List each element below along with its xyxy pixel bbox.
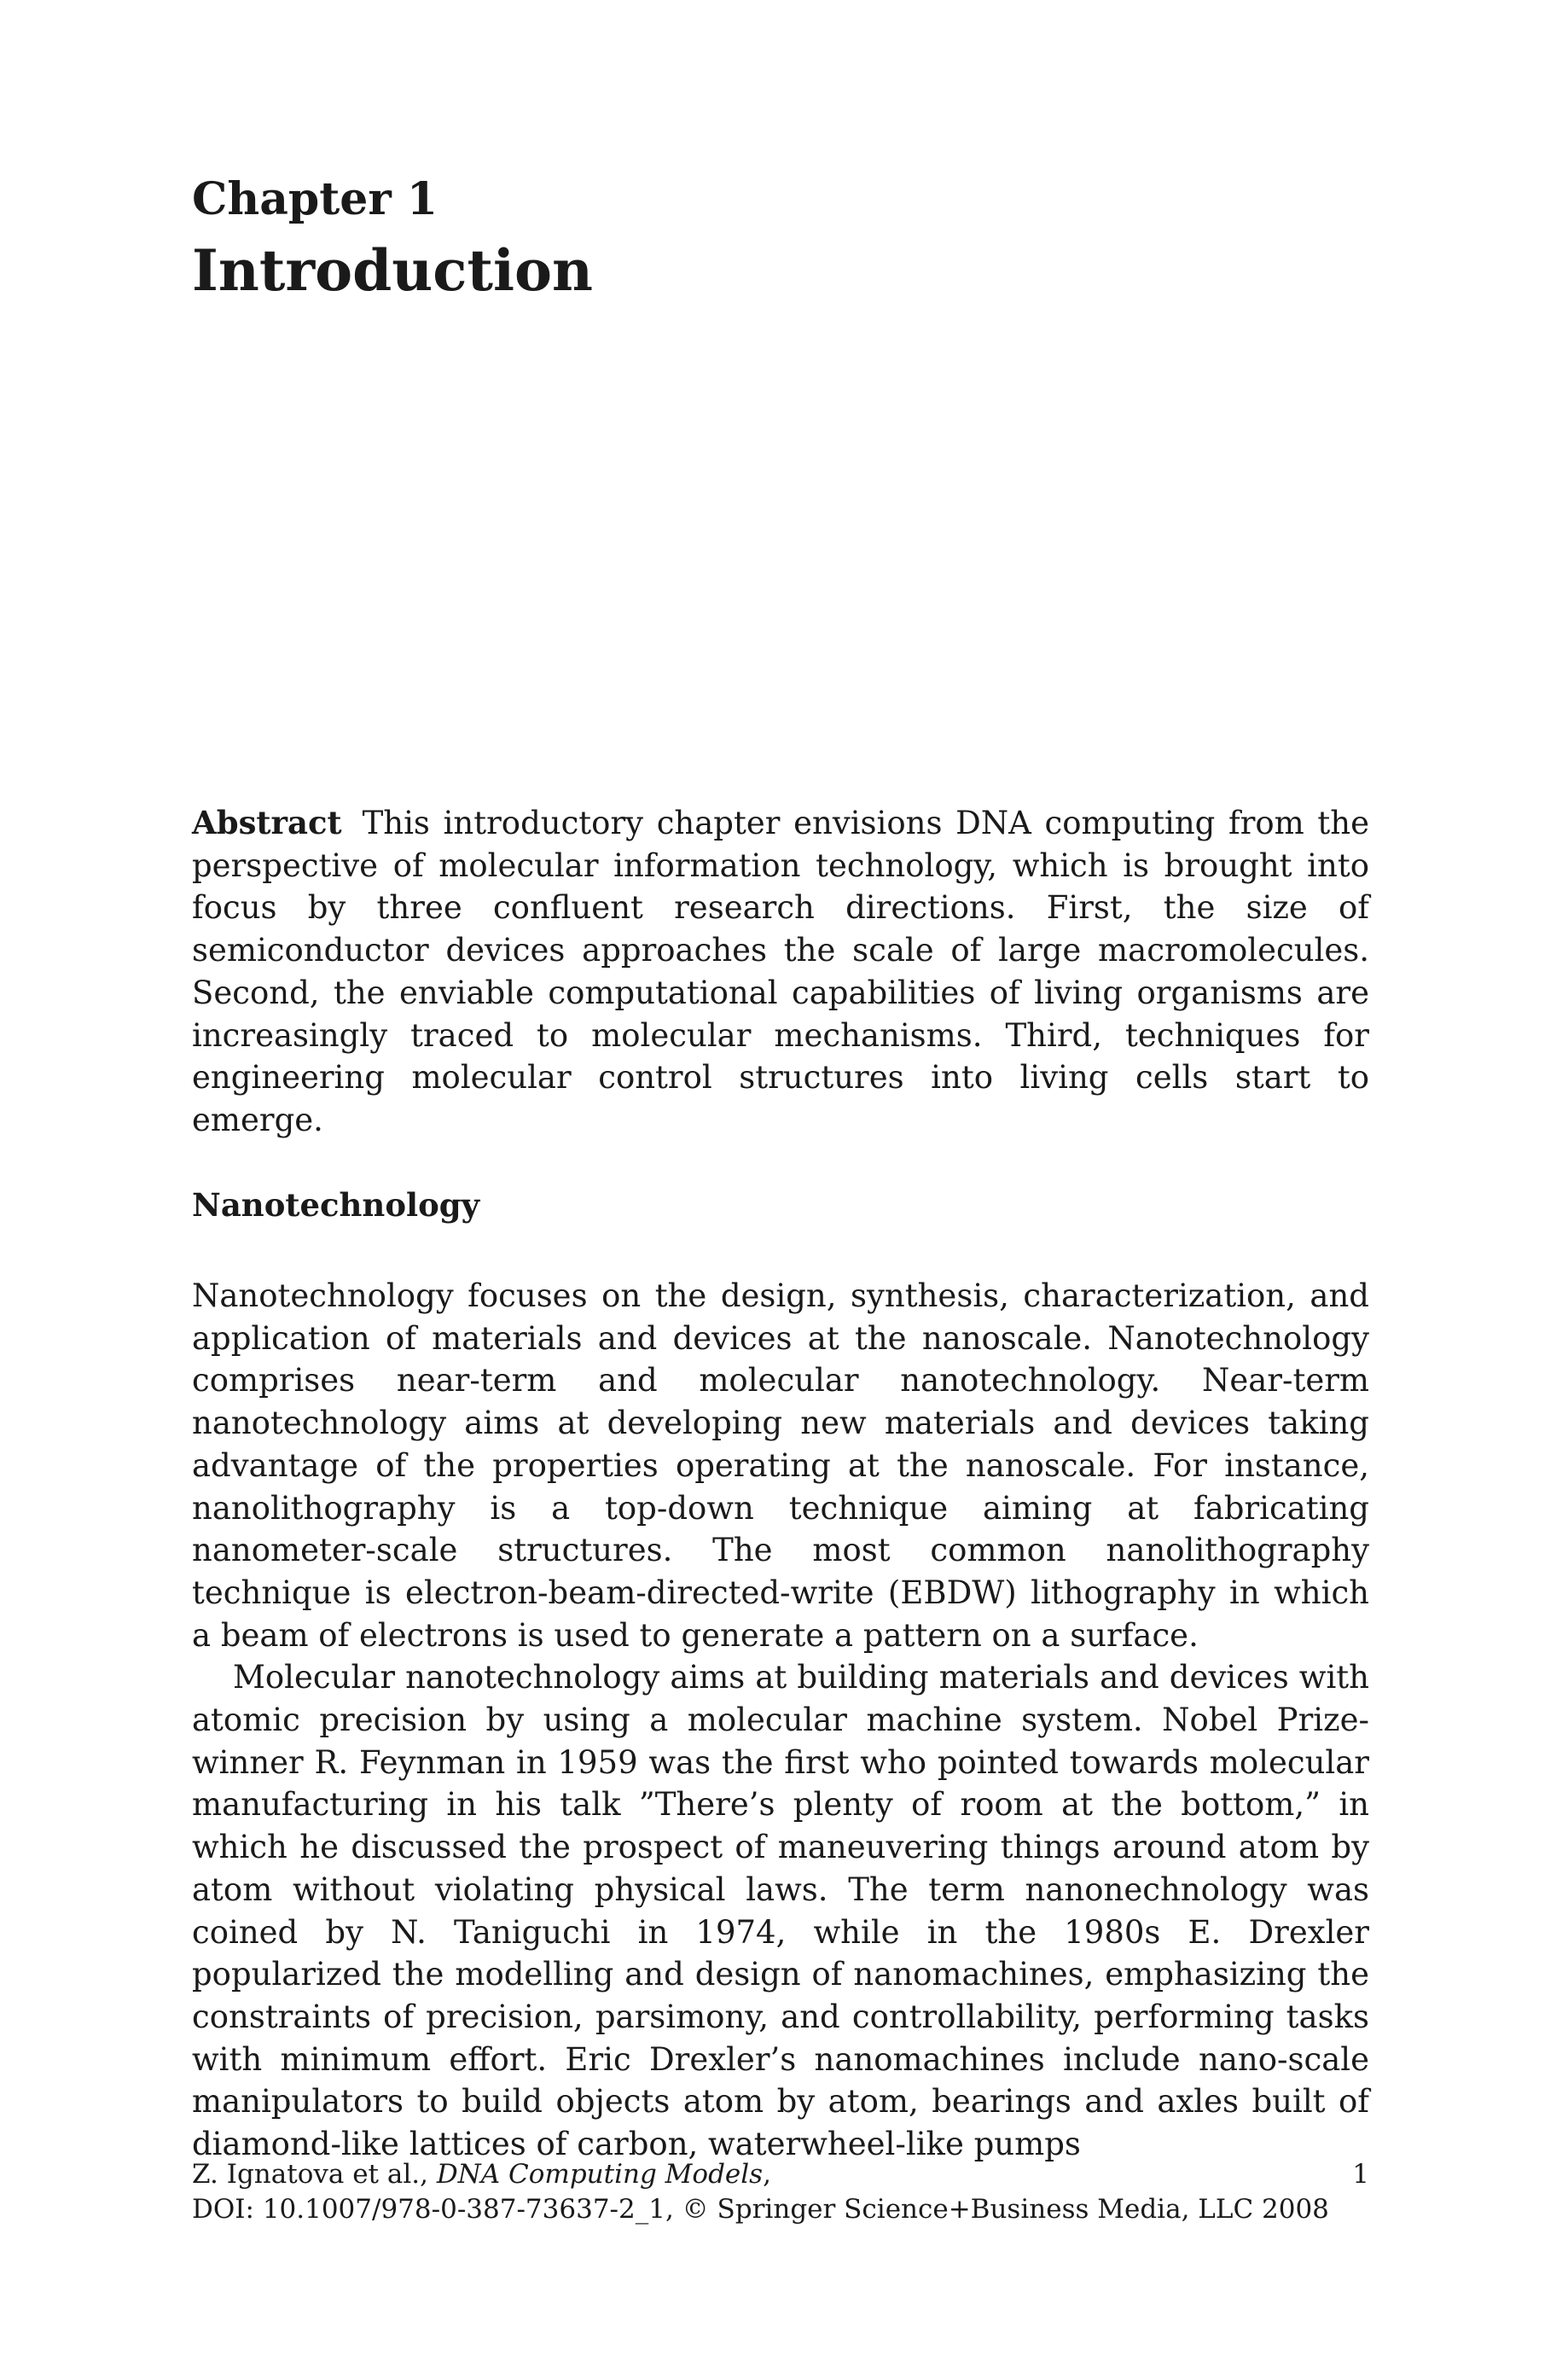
abstract xyxy=(192,802,1369,1142)
section-body xyxy=(192,1275,1369,2166)
section-heading: Nanotechnology xyxy=(192,1186,480,1224)
footer-authors: Z. Ignatova et al., xyxy=(192,2159,437,2190)
footer-comma: , xyxy=(763,2159,771,2190)
paragraph-1: Nanotechnology focuses on the design, synthesis, characterization, and application of materials and devices at the nanoscale. Nanotechnology comprises near-term and molecular nanotechnology. Near-term nanotechnology aims at developing new materials and devices taking advantage of the properties operating at the nanoscale. For instance, nanolithography is a top-down technique aiming at fabricating nanometer-scale structures. The most common nanolithography technique is electron-beam-directed-write (EBDW) lithography in which a beam of electrons is used to generate a pattern on a surface. xyxy=(192,1277,1369,1654)
page-footer xyxy=(192,2157,1369,2227)
paragraph-2: Molecular nanotechnology aims at building materials and devices with atomic precision by using a molecular machine system. Nobel Prize-winner R. Feynman in 1959 was the first who pointed towards molecular manufacturing in his talk ”There’s plenty of room at the bottom,” in which he discussed the prospect of maneuvering things around atom by atom without violating physical laws. The term nanonechnology was coined by N. Taniguchi in 1974, while in the 1980s E. Drexler popularized the modelling and design of nanomachines, emphasizing the constraints of precision, parsimony, and controllability, performing tasks with minimum effort. Eric Drexler’s nanomachines include nano-scale manipulators to build objects atom by atom, bearings and axles built of diamond-like lattices of carbon, waterwheel-like pumps xyxy=(192,1659,1369,2163)
abstract-text: This introductory chapter envisions DNA computing from the perspective of molecular information technology, which is brought into focus by three confluent research directions. First, the size of semiconductor devices approaches the scale of large macromolecules. Second, the enviable computational capabilities of living organisms are increasingly traced to molecular mechanisms. Third, techniques for engineering molecular control structures into living cells start to emerge. xyxy=(192,805,1369,1138)
chapter-title: Introduction xyxy=(192,237,594,304)
footer-citation xyxy=(192,2157,1369,2192)
footer-book-title: DNA Computing Models xyxy=(436,2159,764,2190)
chapter-label: Chapter 1 xyxy=(192,173,438,225)
footer-doi: DOI: 10.1007/978-0-387-73637-2_1, © Springer Science+Business Media, LLC 2008 xyxy=(192,2194,1329,2225)
abstract-label: Abstract xyxy=(192,804,342,841)
page-number: 1 xyxy=(1352,2159,1369,2190)
book-page xyxy=(192,0,1369,2368)
